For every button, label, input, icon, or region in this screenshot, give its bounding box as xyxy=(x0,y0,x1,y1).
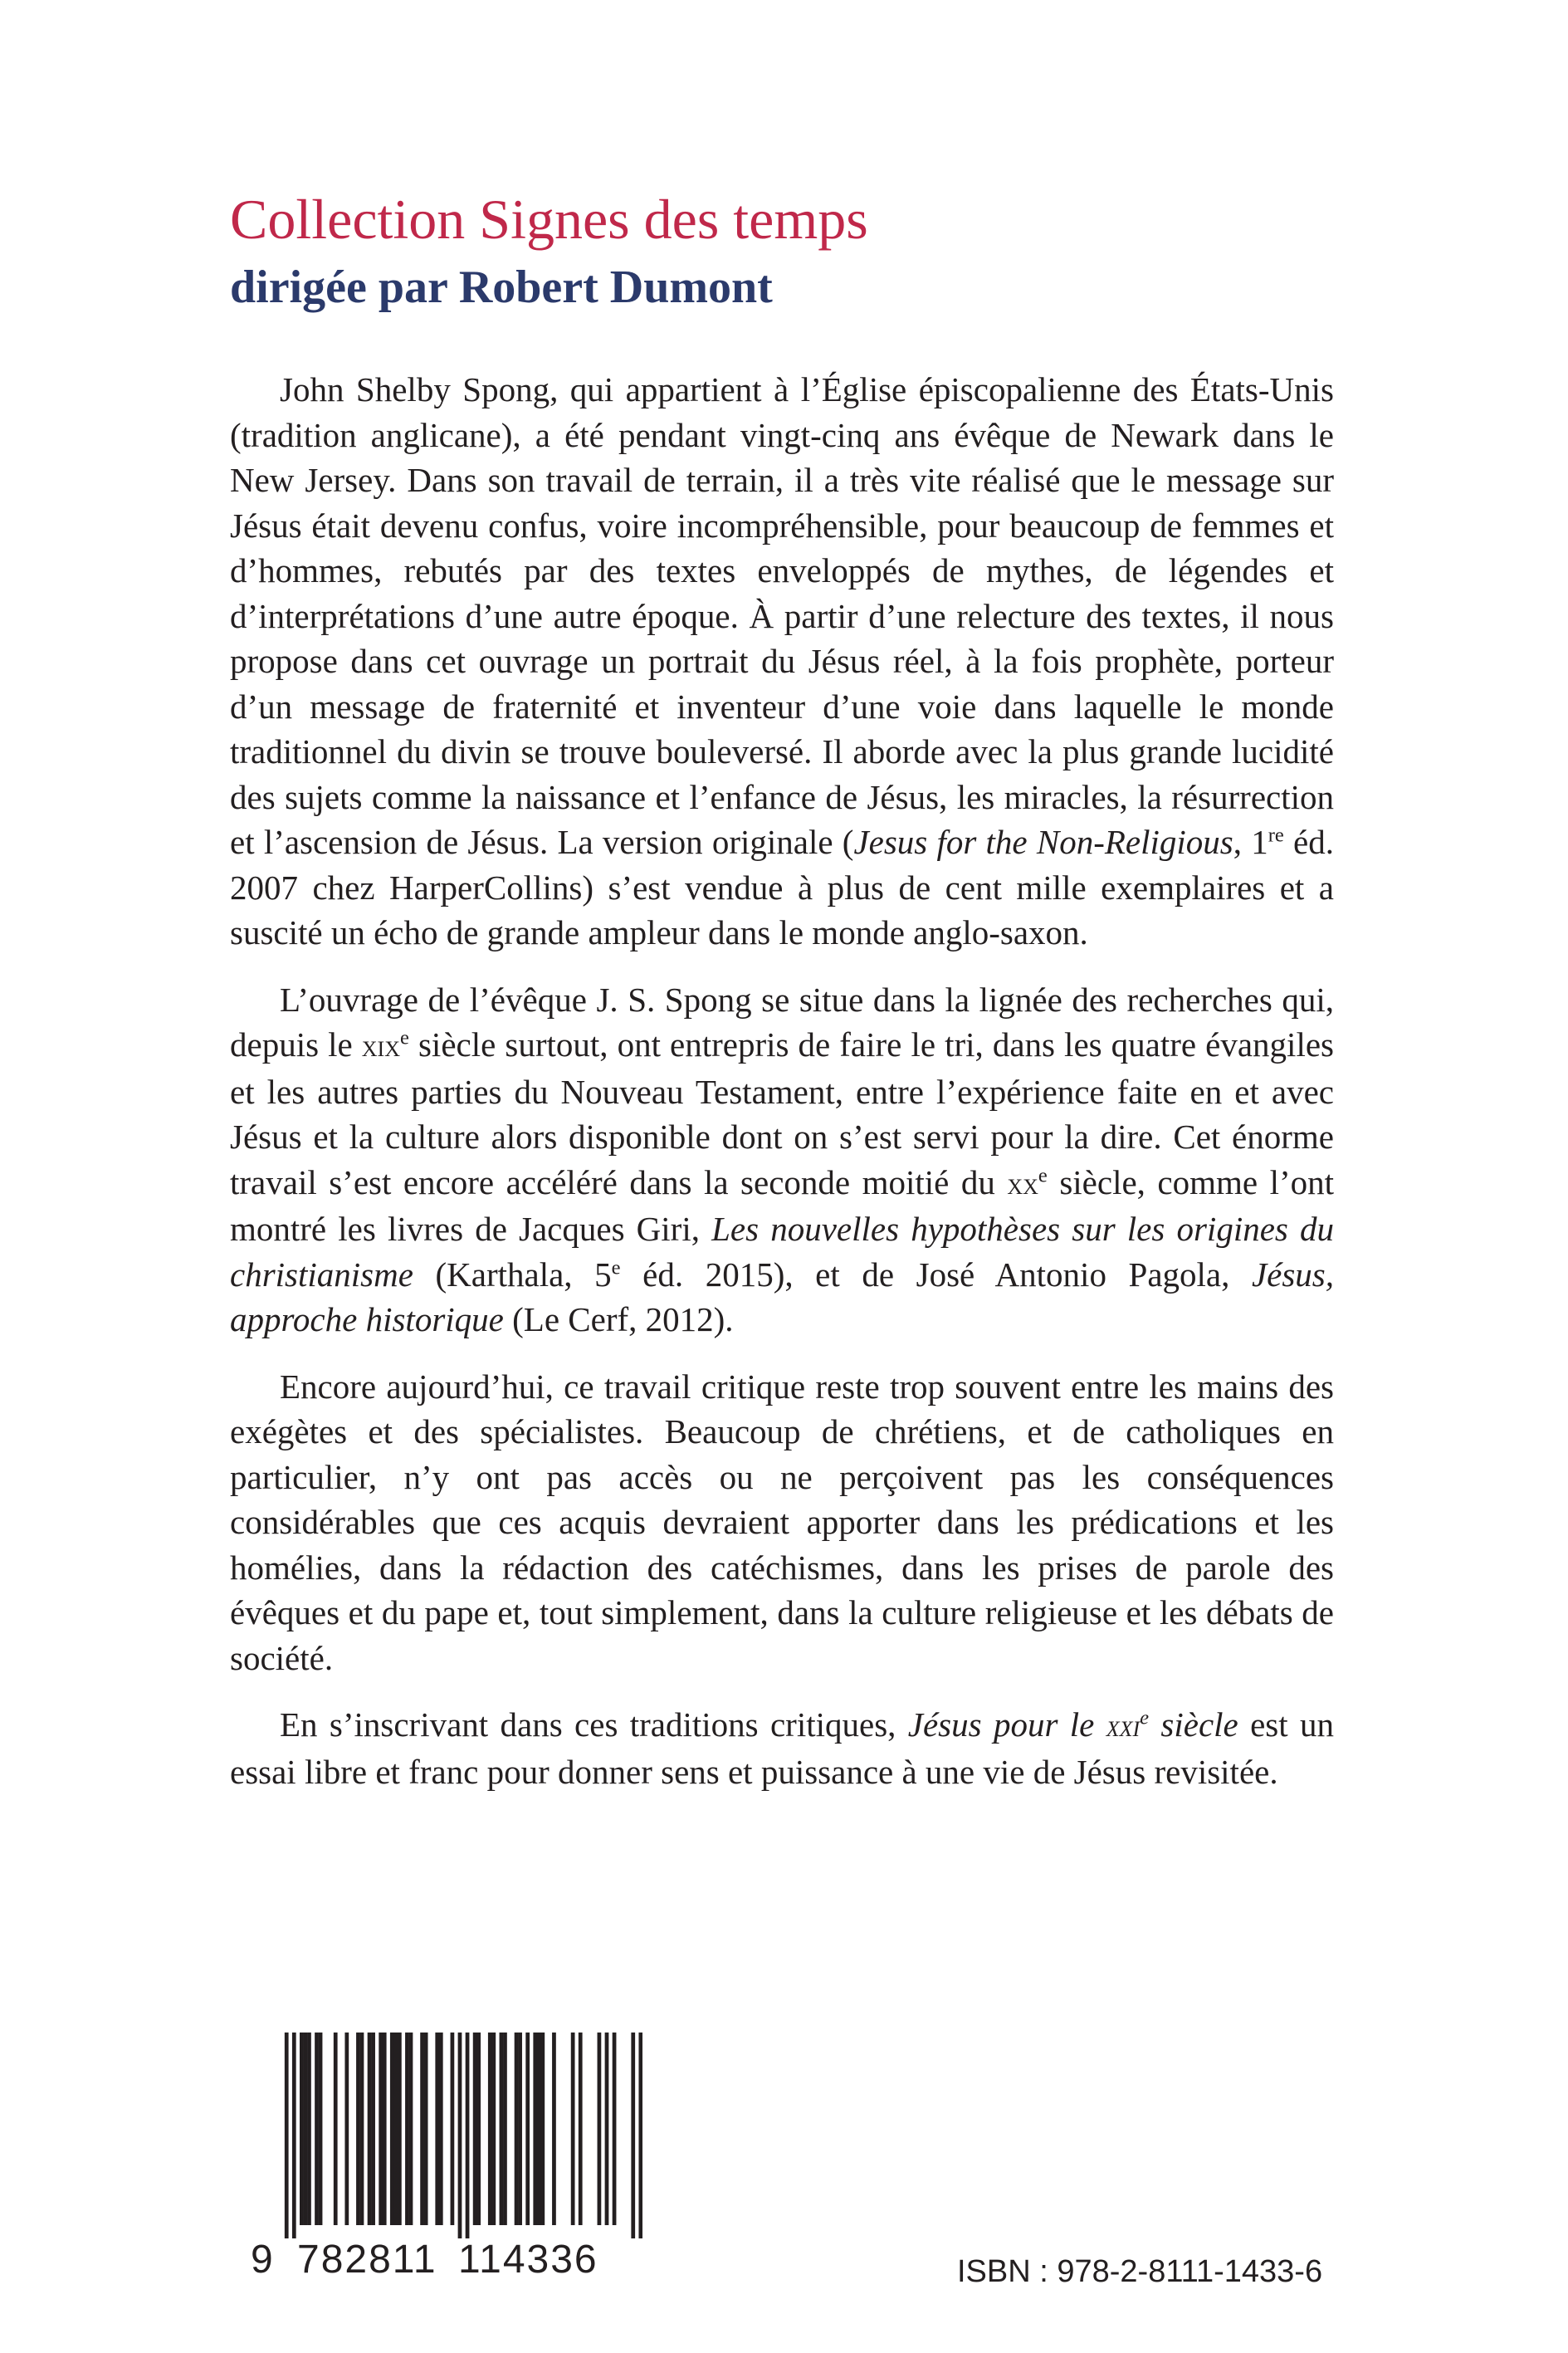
collection-title: Collection Signes des temps xyxy=(230,188,868,251)
barcode-bar xyxy=(525,2033,530,2225)
paragraph-2: L’ouvrage de l’évêque J. S. Spong se situe dans la lignée des recherches qui, depuis le xix$^e$ siècle surtout, ont entrepris de faire le tri, dans les quatre évangiles et les autres parties du Nouveau Testament, entre l’expérience faite en et avec Jésus et la culture alors disponible dont on s’est servi pour la dire. Cet énorme travail s’est encore accéléré dans la seconde moitié du $xx^e$ siècle, comme l’ont montré les livres de Jacques Giri, Les nouvelles hypothèses sur les origines du christianisme (Karthala, 5e éd. 2015), et de José Antonio Pagola, Jésus, approche historique (Le Cerf, 2012). xyxy=(230,980,1335,1338)
barcode-bar xyxy=(420,2033,424,2225)
barcode-bar xyxy=(292,2033,296,2238)
barcode-bar xyxy=(466,2033,470,2238)
barcode-bar xyxy=(285,2033,289,2238)
barcode-bar xyxy=(503,2033,507,2225)
back-cover-text xyxy=(230,367,1334,1816)
barcode-bar xyxy=(315,2033,319,2225)
barcode-bar xyxy=(334,2033,338,2225)
book-title-main: Jésus pour le xxi$^e$ siècle xyxy=(907,1705,1238,1744)
barcode-bar xyxy=(360,2033,364,2225)
barcode-bar xyxy=(476,2033,481,2225)
paragraph-1: John Shelby Spong, qui appartient à l’Église épiscopalienne des États-Unis (tradition anglicane), a été pendant vingt-cinq ans évêque de Newark dans le New Jersey. Dans son travail de terrain, il a très vite réalisé que le message sur Jésus était devenu confus, voire incompréhensible, pour beaucoup de femmes et d’hommes, rebutés par des textes enveloppés de mythes, de légendes et d’interprétations d’une autre époque. À partir d’une relecture des textes, il nous propose dans cet ouvrage un portrait du Jésus réel, à la fois prophète, porteur d’un message de fraternité et inventeur d’une voie dans laquelle le monde traditionnel du divin se trouve bouleversé. Il aborde avec la plus grande lucidité des sujets comme la naissance et l’enfance de Jésus, les miracles, la résurrection et l’ascension de Jésus. La version originale (Jesus for the Non-Religious, 1re éd. 2007 chez HarperCollins) s’est vendue à plus de cent mille exemplaires et a suscité un écho de grande ampleur dans le monde anglo-saxon. xyxy=(230,370,1335,951)
barcode-bar xyxy=(371,2033,375,2225)
barcode-bar xyxy=(383,2033,387,2225)
header xyxy=(230,184,1392,320)
barcode-bar xyxy=(379,2033,383,2225)
barcode-bar xyxy=(405,2033,409,2225)
barcode-bar xyxy=(552,2033,556,2225)
paragraph-4: En s’inscrivant dans ces traditions critiques, Jésus pour le xxi$^e$ siècle est un essai libre et franc pour donner sens et puissance à une vie de Jésus revisitée. xyxy=(230,1705,1334,1791)
barcode-bar xyxy=(304,2033,308,2225)
isbn-label: ISBN : 978-2-8111-1433-6 xyxy=(957,2254,1323,2289)
barcode-bar xyxy=(409,2033,413,2225)
barcode-bar xyxy=(500,2033,504,2225)
barcode-bars xyxy=(251,2033,642,2238)
barcode-bar xyxy=(488,2033,492,2225)
barcode-bar xyxy=(605,2033,609,2225)
barcode-bar xyxy=(473,2033,477,2225)
barcode-bar xyxy=(439,2033,443,2225)
barcode-bar xyxy=(435,2033,439,2225)
barcode-bar xyxy=(518,2033,522,2225)
barcode-bar xyxy=(356,2033,360,2225)
barcode-bar xyxy=(424,2033,428,2225)
original-title: Jesus for the Non-Religious xyxy=(853,823,1233,861)
barcode-bar xyxy=(515,2033,519,2225)
barcode-bar xyxy=(307,2033,311,2225)
barcode-bar xyxy=(344,2033,349,2225)
barcode-bar xyxy=(300,2033,304,2225)
barcode: 9 782811 114336 xyxy=(251,2033,642,2282)
barcode-bar xyxy=(390,2033,394,2225)
barcode-bar xyxy=(613,2033,617,2225)
barcode-bar xyxy=(451,2033,455,2225)
barcode-bar xyxy=(537,2033,541,2225)
collection-director: dirigée par Robert Dumont xyxy=(230,262,773,313)
paragraph-3: Encore aujourd’hui, ce travail critique reste trop souvent entre les mains des exégètes et des spécialistes. Beaucoup de chrétiens, et de catholiques en particulier, n’y ont pas accès ou ne perçoivent pas les conséquences considérables que ces acquis devraient apporter dans les prédications et les homélies, dans la rédaction des catéchismes, dans les prises de parole des évêques et du pape et, tout simplement, dans la culture religieuse et les débats de société. xyxy=(230,1367,1334,1677)
book-title-pagola: Jésus, approche historique xyxy=(230,1255,1335,1338)
barcode-bar xyxy=(368,2033,372,2225)
barcode-bar xyxy=(638,2033,642,2238)
barcode-bar xyxy=(458,2033,462,2238)
book-title-giri: Les nouvelles hypothèses sur les origines du christianisme xyxy=(230,1210,1335,1294)
barcode-bar xyxy=(319,2033,323,2225)
barcode-bar xyxy=(571,2033,575,2225)
barcode-bar xyxy=(598,2033,602,2225)
barcode-bar xyxy=(398,2033,402,2225)
barcode-bar xyxy=(393,2033,398,2225)
barcode-bar xyxy=(631,2033,635,2238)
barcode-bar xyxy=(491,2033,496,2225)
barcode-bar xyxy=(533,2033,537,2225)
barcode-bar xyxy=(540,2033,545,2225)
barcode-bar xyxy=(579,2033,583,2225)
